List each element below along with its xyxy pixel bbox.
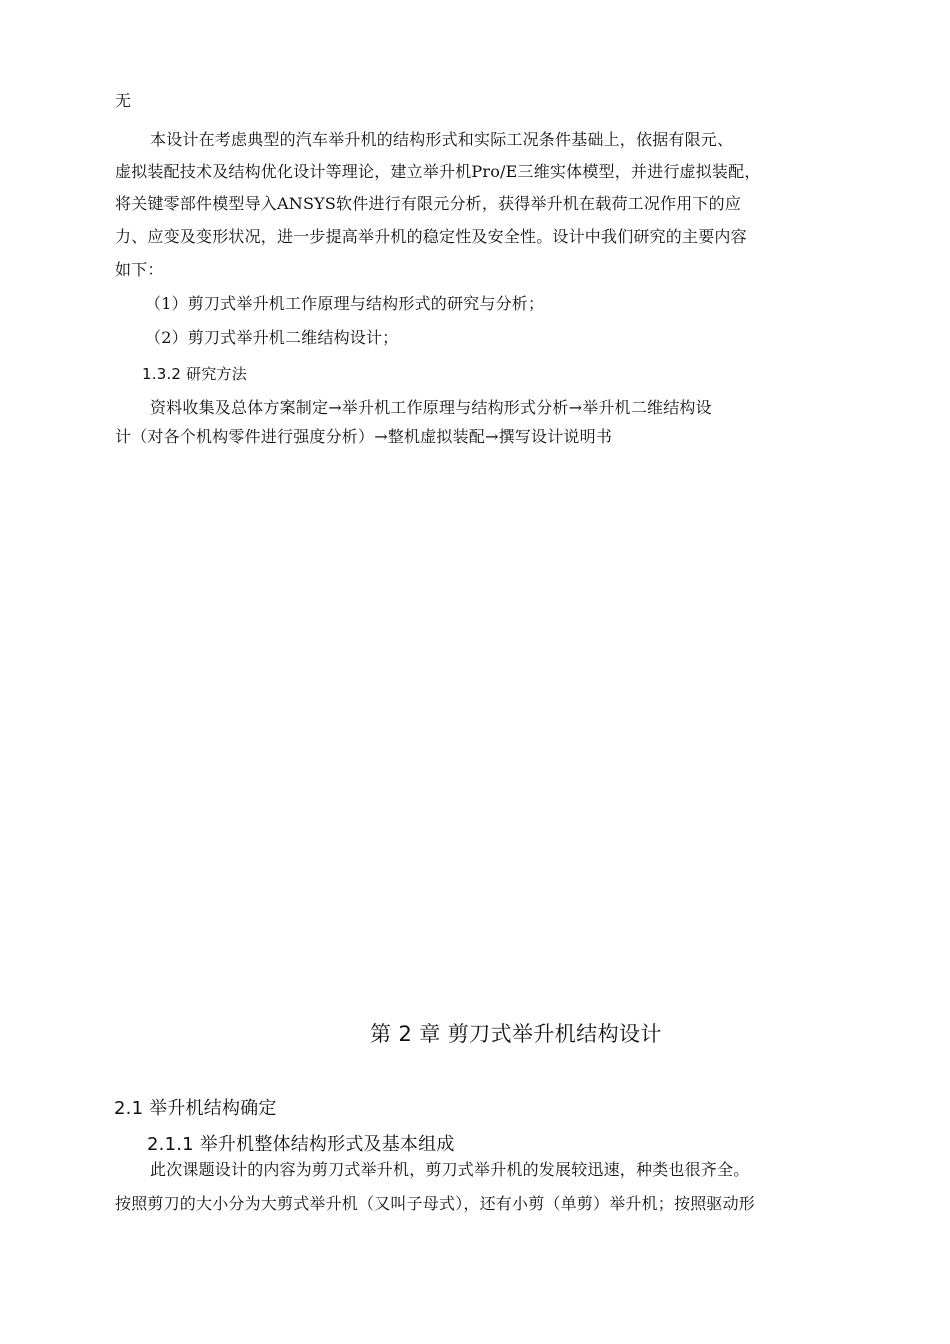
intro-line-5: 如下： [115, 260, 164, 279]
research-item-1: （1）剪刀式举升机工作原理与结构形式的研究与分析； [145, 294, 545, 313]
intro-line-1: 本设计在考虑典型的汽车举升机的结构形式和实际工况条件基础上，依据有限元、 [150, 130, 734, 149]
chapter-2-title: 第 2 章 剪刀式举升机结构设计 [370, 1022, 662, 1046]
chapter-2-line-2: 按照剪刀的大小分为大剪式举升机（又叫子母式），还有小剪（单剪）举升机；按照驱动形 [115, 1194, 756, 1213]
intro-line-4: 力、应变及变形状况，进一步提高举升机的稳定性及安全性。设计中我们研究的主要内容 [115, 227, 747, 246]
top-note-text: 无 [115, 91, 132, 110]
intro-line-3: 将关键零部件模型导入ANSYS软件进行有限元分析，获得举升机在载荷工况作用下的应 [115, 194, 742, 213]
research-item-2: （2）剪刀式举升机二维结构设计； [145, 328, 399, 347]
section-2-1-title: 2.1 举升机结构确定 [114, 1098, 277, 1119]
method-line-2: 计（对各个机构零件进行强度分析）→整机虚拟装配→撰写设计说明书 [115, 427, 613, 446]
section-1-3-2-title: 1.3.2 研究方法 [142, 365, 247, 383]
chapter-2-line-1: 此次课题设计的内容为剪刀式举升机，剪刀式举升机的发展较迅速，种类也很齐全。 [150, 1160, 750, 1179]
intro-line-2: 虚拟装配技术及结构优化设计等理论，建立举升机Pro/E三维实体模型，并进行虚拟装配， [115, 162, 761, 181]
subsection-2-1-1-title: 2.1.1 举升机整体结构形式及基本组成 [147, 1134, 455, 1155]
method-line-1: 资料收集及总体方案制定→举升机工作原理与结构形式分析→举升机二维结构设 [150, 398, 712, 417]
